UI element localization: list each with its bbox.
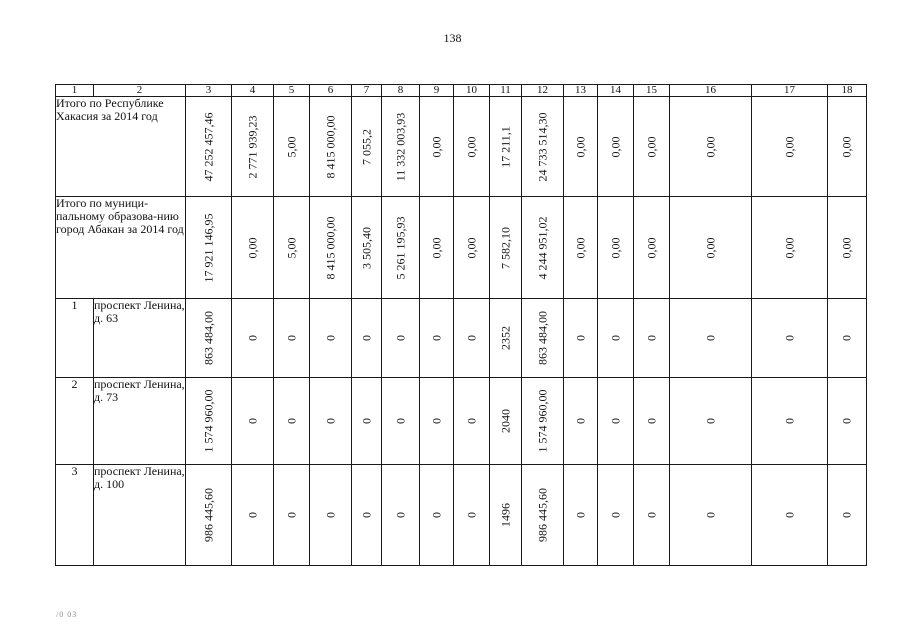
cell-value: 3 505,40 [359, 226, 373, 269]
table-cell [752, 197, 828, 299]
cell-value: 0 [359, 418, 373, 424]
cell-value: 0 [429, 512, 443, 518]
cell-value: 0,00 [839, 136, 854, 157]
table-cell [454, 97, 490, 197]
cell-value: 0 [464, 418, 478, 424]
table-cell [522, 378, 564, 465]
column-header: 16 [670, 85, 752, 97]
table-cell [186, 197, 232, 299]
cell-value: 0,00 [839, 237, 854, 258]
cell-value: 0 [393, 335, 407, 341]
cell-value: 0 [464, 512, 478, 518]
cell-value: 5 261 195,93 [393, 216, 407, 279]
cell-value: 0 [359, 335, 373, 341]
table-cell [274, 299, 310, 378]
table-cell [634, 97, 670, 197]
cell-value: 8 415 000,00 [323, 115, 337, 178]
cell-value: 17 921 146,95 [201, 213, 215, 282]
cell-value: 0,00 [703, 237, 717, 258]
cell-value: 0,00 [573, 237, 587, 258]
table-cell [352, 378, 382, 465]
table-cell [420, 97, 454, 197]
table-cell [828, 97, 867, 197]
cell-value: 24 733 514,30 [535, 112, 549, 181]
column-header: 6 [310, 85, 352, 97]
cell-value: 0 [782, 512, 796, 518]
row-number: 3 [56, 465, 94, 566]
scan-mark: /0 03 [56, 610, 78, 619]
table-row [56, 299, 867, 378]
table-cell [274, 465, 310, 566]
cell-value: 0 [464, 335, 478, 341]
cell-value: 0 [839, 335, 854, 341]
cell-value: 0,00 [782, 136, 796, 157]
column-header: 1 [56, 85, 94, 97]
cell-value: 863 484,00 [535, 311, 549, 365]
table-cell [634, 299, 670, 378]
cell-value: 2 771 939,23 [245, 115, 259, 178]
cell-value: 0 [839, 512, 854, 518]
column-header: 7 [352, 85, 382, 97]
cell-value: 7 582,10 [498, 226, 512, 269]
cell-value: 1496 [498, 503, 512, 527]
page-number: 138 [443, 31, 462, 45]
table-cell [454, 378, 490, 465]
cell-value: 0 [323, 418, 337, 424]
cell-value: 0 [429, 335, 443, 341]
cell-value: 986 445,60 [535, 488, 549, 542]
table-cell [382, 299, 420, 378]
cell-value: 0 [608, 512, 622, 518]
row-address: проспект Ленина, д. 100 [94, 465, 186, 566]
cell-value: 0 [839, 418, 854, 424]
table-cell [670, 378, 752, 465]
table-cell [752, 299, 828, 378]
cell-value: 0 [782, 418, 796, 424]
table-cell [352, 97, 382, 197]
table-cell [232, 197, 274, 299]
total-label: Итого по муници-пальному образова-нию город Абакан за 2014 год [56, 197, 186, 299]
cell-value: 0 [245, 418, 259, 424]
cell-value: 0,00 [644, 136, 658, 157]
table-cell [564, 197, 598, 299]
data-table [55, 84, 867, 566]
cell-value: 0,00 [608, 136, 622, 157]
row-number: 2 [56, 378, 94, 465]
table-cell [232, 97, 274, 197]
table-cell [670, 97, 752, 197]
table-cell [310, 465, 352, 566]
row-number: 1 [56, 299, 94, 378]
cell-value: 0,00 [703, 136, 717, 157]
column-header: 11 [490, 85, 522, 97]
cell-value: 1 574 960,00 [201, 389, 215, 453]
table-cell [598, 197, 634, 299]
cell-value: 0 [573, 335, 587, 341]
cell-value: 0 [284, 335, 298, 341]
table-cell [598, 465, 634, 566]
column-header: 9 [420, 85, 454, 97]
table-cell [454, 299, 490, 378]
table-cell [420, 197, 454, 299]
table-cell [598, 97, 634, 197]
cell-value: 0 [245, 512, 259, 518]
row-address: проспект Ленина, д. 63 [94, 299, 186, 378]
table-cell [310, 299, 352, 378]
cell-value: 0,00 [644, 237, 658, 258]
table-cell [232, 465, 274, 566]
cell-value: 0 [429, 418, 443, 424]
table-cell [274, 197, 310, 299]
cell-value: 5,00 [284, 136, 298, 157]
cell-value: 11 332 003,93 [393, 112, 407, 181]
column-header: 3 [186, 85, 232, 97]
table-cell [186, 97, 232, 197]
table-cell [752, 465, 828, 566]
table-cell [352, 465, 382, 566]
table-cell [352, 197, 382, 299]
cell-value: 0 [393, 418, 407, 424]
table-cell [186, 299, 232, 378]
cell-value: 5,00 [284, 237, 298, 258]
column-header: 18 [828, 85, 867, 97]
table-cell [670, 299, 752, 378]
column-header: 14 [598, 85, 634, 97]
table-cell [186, 378, 232, 465]
table-cell [420, 378, 454, 465]
cell-value: 0 [393, 512, 407, 518]
column-header: 17 [752, 85, 828, 97]
column-header: 10 [454, 85, 490, 97]
table-cell [382, 378, 420, 465]
cell-value: 0 [644, 512, 658, 518]
cell-value: 0 [323, 335, 337, 341]
cell-value: 0 [323, 512, 337, 518]
column-header: 2 [94, 85, 186, 97]
cell-value: 0 [284, 512, 298, 518]
table-cell [310, 378, 352, 465]
total-row-republic [56, 97, 867, 197]
table-cell [828, 378, 867, 465]
table-cell [274, 378, 310, 465]
total-row-abakan [56, 197, 867, 299]
cell-value: 17 211,1 [498, 125, 512, 168]
cell-value: 0 [782, 335, 796, 341]
table-cell [522, 299, 564, 378]
table-cell [634, 378, 670, 465]
table-cell [454, 465, 490, 566]
cell-value: 0,00 [573, 136, 587, 157]
table-cell [634, 465, 670, 566]
table-cell [490, 197, 522, 299]
total-label: Итого по Республике Хакасия за 2014 год [56, 97, 186, 197]
cell-value: 0,00 [429, 237, 443, 258]
cell-value: 0 [703, 335, 717, 341]
cell-value: 0,00 [464, 136, 478, 157]
table-cell [564, 465, 598, 566]
table-cell [490, 97, 522, 197]
row-address: проспект Ленина, д. 73 [94, 378, 186, 465]
cell-value: 2352 [498, 326, 512, 350]
table-cell [352, 299, 382, 378]
cell-value: 2040 [498, 409, 512, 433]
table-cell [564, 378, 598, 465]
cell-value: 0 [703, 418, 717, 424]
cell-value: 0 [608, 418, 622, 424]
cell-value: 0 [608, 335, 622, 341]
table-cell [598, 299, 634, 378]
table-cell [454, 197, 490, 299]
table-cell [670, 197, 752, 299]
table-cell [522, 465, 564, 566]
cell-value: 8 415 000,00 [323, 216, 337, 279]
table-cell [420, 299, 454, 378]
cell-value: 0 [284, 418, 298, 424]
cell-value: 0 [573, 512, 587, 518]
column-header: 8 [382, 85, 420, 97]
table-cell [382, 197, 420, 299]
table-row [56, 465, 867, 566]
cell-value: 1 574 960,00 [535, 389, 549, 453]
cell-value: 7 055,2 [359, 128, 373, 165]
table-cell [310, 97, 352, 197]
cell-value: 0 [245, 335, 259, 341]
column-header: 4 [232, 85, 274, 97]
table-cell [310, 197, 352, 299]
header-row [56, 85, 867, 97]
cell-value: 0,00 [608, 237, 622, 258]
table-cell [522, 197, 564, 299]
table-cell [752, 378, 828, 465]
table-cell [490, 299, 522, 378]
table-cell [828, 197, 867, 299]
table-cell [522, 97, 564, 197]
table-cell [634, 197, 670, 299]
table-cell [828, 299, 867, 378]
cell-value: 986 445,60 [201, 488, 215, 542]
cell-value: 0,00 [464, 237, 478, 258]
table-cell [232, 299, 274, 378]
cell-value: 0,00 [245, 237, 259, 258]
table-cell [598, 378, 634, 465]
column-header: 15 [634, 85, 670, 97]
cell-value: 0,00 [429, 136, 443, 157]
table-cell [382, 97, 420, 197]
column-header: 5 [274, 85, 310, 97]
cell-value: 0 [573, 418, 587, 424]
table-cell [828, 465, 867, 566]
cell-value: 0 [644, 335, 658, 341]
cell-value: 0,00 [782, 237, 796, 258]
cell-value: 863 484,00 [201, 311, 215, 365]
table-cell [490, 378, 522, 465]
cell-value: 47 252 457,46 [201, 112, 215, 181]
table-cell [274, 97, 310, 197]
cell-value: 0 [644, 418, 658, 424]
table-cell [232, 378, 274, 465]
table-cell [670, 465, 752, 566]
table-cell [490, 465, 522, 566]
table-row [56, 378, 867, 465]
table-cell [186, 465, 232, 566]
table-cell [564, 97, 598, 197]
column-header: 12 [522, 85, 564, 97]
cell-value: 0 [703, 512, 717, 518]
table-cell [420, 465, 454, 566]
table-cell [752, 97, 828, 197]
table-cell [382, 465, 420, 566]
column-header: 13 [564, 85, 598, 97]
table-cell [564, 299, 598, 378]
cell-value: 4 244 951,02 [535, 216, 549, 279]
cell-value: 0 [359, 512, 373, 518]
